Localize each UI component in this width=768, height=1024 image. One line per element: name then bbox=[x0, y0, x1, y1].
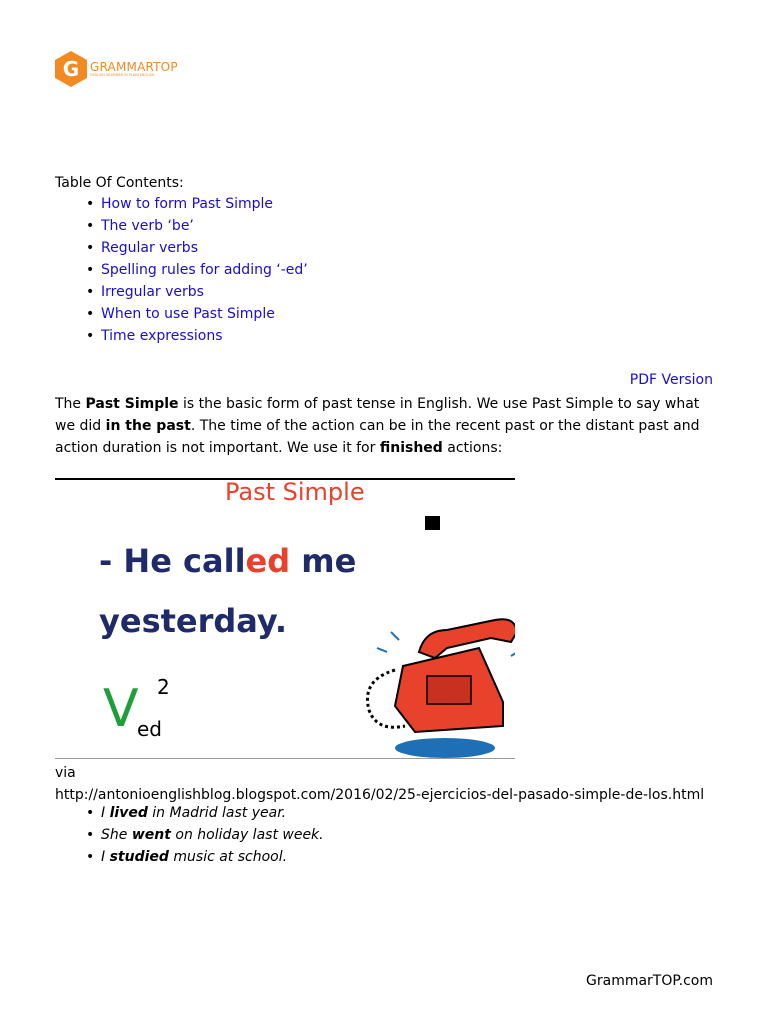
intro-text: actions: bbox=[442, 440, 503, 456]
intro-bold-term: Past Simple bbox=[85, 396, 179, 412]
example-list bbox=[86, 805, 324, 871]
bullet: • bbox=[86, 196, 95, 212]
toc-item bbox=[86, 262, 308, 284]
red-telephone-icon bbox=[367, 619, 515, 758]
source-url: http://antonioenglishblog.blogspot.com/2016/02/25-ejercicios-del-pasado-simple-de-los.html bbox=[55, 787, 705, 803]
figure-sentence-line2: yesterday. bbox=[99, 602, 287, 640]
toc-link-time-expressions[interactable]: Time expressions bbox=[101, 328, 223, 344]
intro-paragraph bbox=[55, 393, 717, 459]
intro-bold-term: in the past bbox=[105, 418, 191, 434]
toc-link-spelling-rules[interactable]: Spelling rules for adding ‘-ed’ bbox=[101, 262, 308, 278]
figure-canvas bbox=[55, 480, 515, 758]
example-item bbox=[86, 849, 324, 871]
example-sentence: I lived in Madrid last year. bbox=[101, 805, 287, 821]
bullet: • bbox=[86, 805, 95, 821]
intro-text: is the basic form of past tense in English. We use Past Simple to say what we did bbox=[55, 396, 700, 434]
table-of-contents bbox=[86, 196, 308, 350]
toc-item bbox=[86, 218, 308, 240]
figure-sentence-line1: - He called me bbox=[99, 542, 357, 580]
figure-bottom-rule bbox=[55, 758, 515, 759]
bullet: • bbox=[86, 240, 95, 256]
toc-item bbox=[86, 306, 308, 328]
toc-item bbox=[86, 284, 308, 306]
via-label: via bbox=[55, 765, 76, 781]
example-item bbox=[86, 827, 324, 849]
toc-link-verb-be[interactable]: The verb ‘be’ bbox=[101, 218, 194, 234]
black-square bbox=[425, 516, 440, 530]
intro-text: . The time of the action can be in the recent past or the distant past and action duration is not important. We use it for bbox=[55, 418, 700, 456]
bullet: • bbox=[86, 328, 95, 344]
bullet: • bbox=[86, 849, 95, 865]
toc-link-regular-verbs[interactable]: Regular verbs bbox=[101, 240, 198, 256]
intro-text: The bbox=[55, 396, 86, 412]
figure-title: Past Simple bbox=[225, 480, 365, 506]
svg-text:G: G bbox=[62, 57, 80, 81]
toc-link-when-to-use[interactable]: When to use Past Simple bbox=[101, 306, 275, 322]
toc-title: Table Of Contents: bbox=[55, 175, 184, 191]
example-sentence: I studied music at school. bbox=[101, 849, 288, 865]
logo-tagline: ENGLISH GRAMMAR IN PLAIN ENGLISH bbox=[90, 72, 155, 77]
v-symbol: V bbox=[103, 679, 139, 739]
toc-item bbox=[86, 196, 308, 218]
bullet: • bbox=[86, 218, 95, 234]
bullet: • bbox=[86, 306, 95, 322]
logo-name: GRAMMARTOP bbox=[90, 59, 178, 74]
v-superscript: 2 bbox=[157, 675, 170, 699]
toc-item bbox=[86, 240, 308, 262]
bullet: • bbox=[86, 262, 95, 278]
example-item bbox=[86, 805, 324, 827]
intro-bold-term: finished bbox=[379, 440, 443, 456]
v-subscript: ed bbox=[137, 717, 162, 741]
footer-site-name: GrammarTOP.com bbox=[586, 973, 713, 989]
hexagon-g-logo-icon bbox=[54, 50, 88, 88]
bullet: • bbox=[86, 827, 95, 843]
bullet: • bbox=[86, 284, 95, 300]
toc-item bbox=[86, 328, 308, 350]
grammartop-logo[interactable] bbox=[54, 50, 178, 88]
example-sentence: She went on holiday last week. bbox=[101, 827, 324, 843]
toc-link-irregular-verbs[interactable]: Irregular verbs bbox=[101, 284, 204, 300]
past-simple-illustration bbox=[55, 478, 515, 760]
toc-link-how-to-form[interactable]: How to form Past Simple bbox=[101, 196, 274, 212]
pdf-version-link[interactable]: PDF Version bbox=[629, 372, 713, 388]
